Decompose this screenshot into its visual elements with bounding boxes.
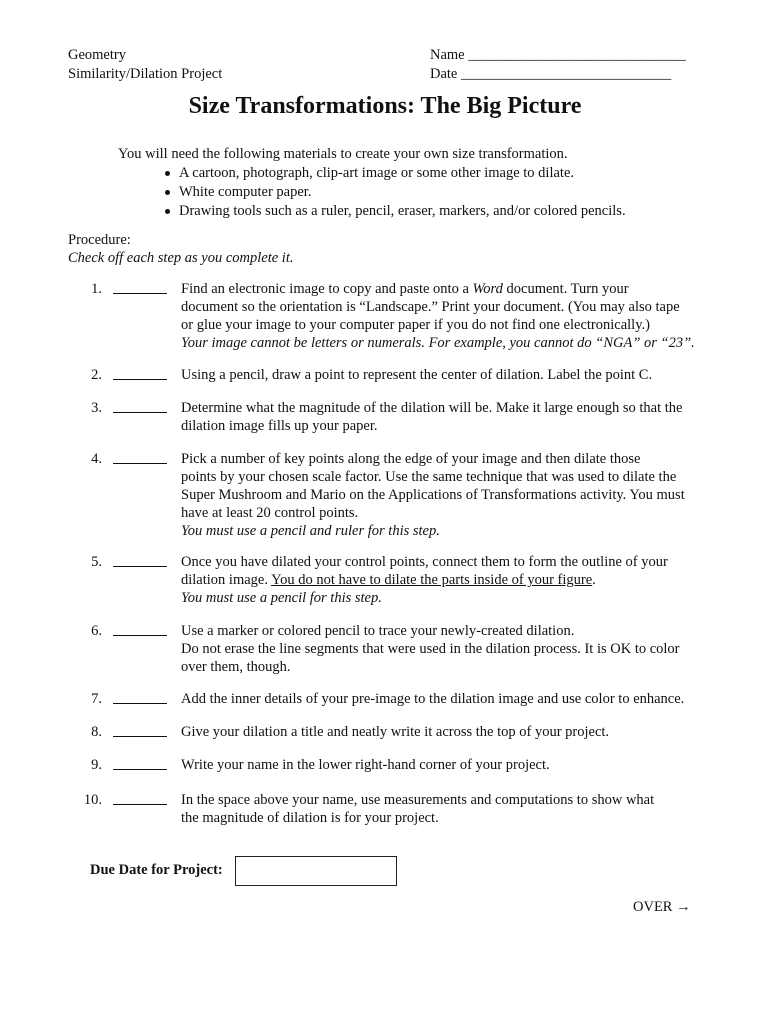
step-number: 5. xyxy=(91,554,102,570)
due-date-label: Due Date for Project: xyxy=(90,862,223,878)
step-text: Determine what the magnitude of the dilation will be. Make it large enough so that the dilation image fills up your paper. xyxy=(181,400,683,434)
step-number: 4. xyxy=(91,451,102,467)
date-field[interactable]: Date _____________________________ xyxy=(430,66,672,82)
checkoff-blank[interactable] xyxy=(113,769,167,770)
checkoff-blank[interactable] xyxy=(113,566,167,567)
step-number: 10. xyxy=(83,792,102,808)
over-label: OVER → xyxy=(633,899,691,915)
list-item: Drawing tools such as a ruler, pencil, eraser, markers, and/or colored pencils. xyxy=(163,202,626,221)
checkoff-blank[interactable] xyxy=(113,736,167,737)
step-number: 1. xyxy=(91,281,102,297)
step-text: Find an electronic image to copy and paste onto a Word document. Turn your document so the orientation is “Landscape.” Print your document. (You may also tape or glue your image to your computer paper if you do not find one electronically.) Your image cannot be letters or numerals. For example, you cannot do “NGA” or “23”. xyxy=(181,281,695,351)
name-field[interactable]: Name ______________________________ xyxy=(430,47,686,63)
checkoff-blank[interactable] xyxy=(113,703,167,704)
step-number: 2. xyxy=(91,367,102,383)
step-text: Once you have dilated your control points, connect them to form the outline of your dilation image. You do not have to dilate the parts inside of your figure. You must use a pencil for this step. xyxy=(181,554,668,606)
materials-list xyxy=(163,164,626,221)
step-number: 8. xyxy=(91,724,102,740)
step-number: 3. xyxy=(91,400,102,416)
step-text: Add the inner details of your pre-image to the dilation image and use color to enhance. xyxy=(181,691,685,707)
checkoff-blank[interactable] xyxy=(113,635,167,636)
list-item: White computer paper. xyxy=(163,183,626,202)
step-text: Give your dilation a title and neatly write it across the top of your project. xyxy=(181,724,610,740)
step-number: 7. xyxy=(91,691,102,707)
step-text: Write your name in the lower right-hand corner of your project. xyxy=(181,757,550,773)
checkoff-blank[interactable] xyxy=(113,293,167,294)
checkoff-blank[interactable] xyxy=(113,804,167,805)
checkoff-blank[interactable] xyxy=(113,412,167,413)
step-number: 9. xyxy=(91,757,102,773)
list-item: A cartoon, photograph, clip-art image or some other image to dilate. xyxy=(163,164,626,183)
project-label: Similarity/Dilation Project xyxy=(68,66,223,82)
checkoff-blank[interactable] xyxy=(113,463,167,464)
course-label: Geometry xyxy=(68,47,126,63)
page-title: Size Transformations: The Big Picture xyxy=(188,93,582,119)
procedure-note: Check off each step as you complete it. xyxy=(68,250,294,266)
step-text: Use a marker or colored pencil to trace your newly-created dilation. Do not erase the line segments that were used in the dilation process. It is OK to color over them, though. xyxy=(181,623,680,675)
step-number: 6. xyxy=(91,623,102,639)
due-date-box[interactable] xyxy=(235,856,397,886)
checkoff-blank[interactable] xyxy=(113,379,167,380)
intro-text: You will need the following materials to create your own size transformation. xyxy=(118,146,568,162)
procedure-label: Procedure: xyxy=(68,232,131,248)
step-text: Using a pencil, draw a point to represent the center of dilation. Label the point C. xyxy=(181,367,653,383)
step-text: In the space above your name, use measurements and computations to show what the magnitude of dilation is for your project. xyxy=(181,792,655,826)
step-text: Pick a number of key points along the edge of your image and then dilate those points by your chosen scale factor. Use the same technique that was used to dilate the Super Mushroom and Mario on the Applications of Transformations activity. You must have at least 20 control points. You must use a pencil and ruler for this step. xyxy=(181,451,685,539)
